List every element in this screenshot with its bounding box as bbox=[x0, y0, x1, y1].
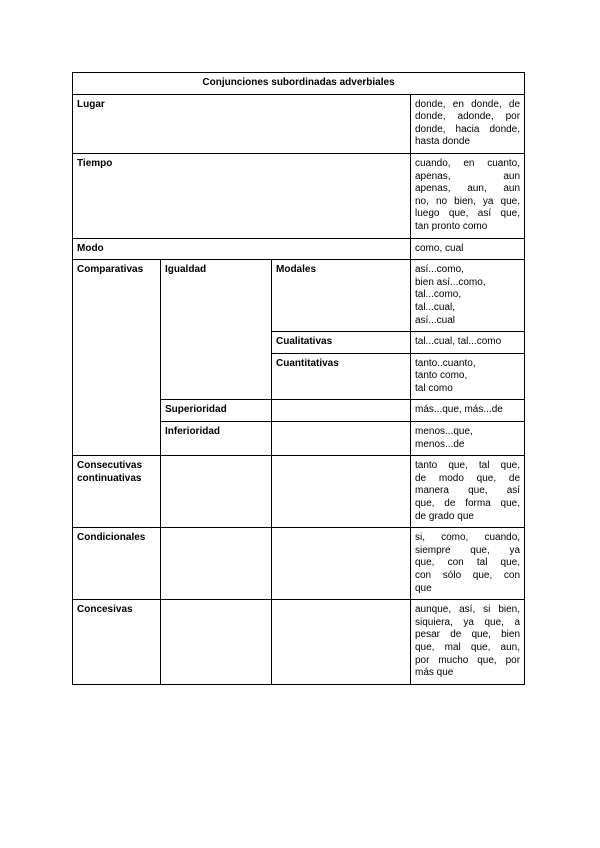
value-line: que, de forma que, bbox=[415, 498, 521, 510]
title-row bbox=[73, 73, 525, 95]
label-comparativas: Comparativas bbox=[73, 260, 161, 456]
value-consecutivas bbox=[411, 456, 525, 528]
label-lugar: Lugar bbox=[73, 94, 411, 153]
value-line: que, mal que, aun, bbox=[415, 641, 521, 653]
empty-cell bbox=[272, 528, 411, 600]
value-line: apenas, aun bbox=[415, 170, 521, 182]
value-line: apenas, aun, aun bbox=[415, 183, 521, 195]
value-line: como, cual bbox=[415, 242, 464, 254]
label-inferioridad: Inferioridad bbox=[161, 422, 272, 456]
empty-cell bbox=[272, 400, 411, 422]
value-line: pesar de que, bien bbox=[415, 629, 521, 641]
value-cualitativas bbox=[411, 332, 525, 354]
value-line: tan pronto como bbox=[415, 220, 488, 232]
value-line: con sólo que, con bbox=[415, 570, 521, 581]
label-line: continuativas bbox=[77, 472, 142, 484]
row-consecutivas bbox=[73, 456, 525, 528]
value-line: que bbox=[415, 582, 432, 594]
value-line: tal...como, bbox=[415, 289, 462, 301]
value-line: tanto como, bbox=[415, 370, 468, 382]
label-igualdad: Igualdad bbox=[161, 260, 272, 400]
value-tiempo bbox=[411, 153, 525, 238]
value-line: siquiera, ya que, a bbox=[415, 616, 521, 628]
label-concesivas: Concesivas bbox=[73, 600, 161, 685]
value-inferioridad bbox=[411, 422, 525, 456]
label-cualitativas: Cualitativas bbox=[272, 332, 411, 354]
value-line: donde, en donde, de bbox=[415, 98, 521, 110]
value-line: aunque, así, si bien, bbox=[415, 604, 521, 616]
empty-cell bbox=[161, 456, 272, 528]
label-condicionales: Condicionales bbox=[73, 528, 161, 600]
value-line: que, con tal que, bbox=[415, 557, 521, 569]
value-line: tal como bbox=[415, 382, 453, 394]
value-line: por mucho que, por bbox=[415, 654, 521, 666]
value-line: hasta donde bbox=[415, 136, 471, 148]
value-line: tanto..cuanto, bbox=[415, 357, 476, 369]
value-line: donde, adonde, por bbox=[415, 111, 521, 123]
value-cuantitativas bbox=[411, 353, 525, 400]
value-line: cuando, en cuanto, bbox=[415, 157, 521, 169]
value-superioridad bbox=[411, 400, 525, 422]
value-lugar bbox=[411, 94, 525, 153]
value-modales bbox=[411, 260, 525, 332]
empty-cell bbox=[161, 528, 272, 600]
value-line: menos...de bbox=[415, 438, 465, 450]
value-condicionales bbox=[411, 528, 525, 600]
value-modo bbox=[411, 238, 525, 260]
table-title: Conjunciones subordinadas adverbiales bbox=[73, 73, 525, 95]
empty-cell bbox=[272, 456, 411, 528]
value-line: tanto que, tal que, bbox=[415, 460, 521, 472]
row-condicionales bbox=[73, 528, 525, 600]
value-line: luego que, así que, bbox=[415, 208, 521, 220]
empty-cell bbox=[161, 600, 272, 685]
label-line: Consecutivas bbox=[77, 460, 143, 472]
empty-cell bbox=[272, 422, 411, 456]
value-line: así...como, bbox=[415, 264, 464, 276]
label-modales: Modales bbox=[272, 260, 411, 332]
value-line: más que bbox=[415, 667, 454, 679]
value-line: si, como, cuando, bbox=[415, 532, 521, 544]
value-concesivas bbox=[411, 600, 525, 685]
value-line: bien así...como, bbox=[415, 276, 486, 288]
empty-cell bbox=[272, 600, 411, 685]
row-lugar bbox=[73, 94, 525, 153]
row-tiempo bbox=[73, 153, 525, 238]
label-tiempo: Tiempo bbox=[73, 153, 411, 238]
value-line: no, no bien, ya que, bbox=[415, 195, 521, 207]
value-line: tal...cual, tal...como bbox=[415, 336, 502, 348]
conjunctions-table bbox=[72, 72, 525, 685]
label-consecutivas bbox=[73, 456, 161, 528]
label-cuantitativas: Cuantitativas bbox=[272, 353, 411, 400]
value-line: de grado que bbox=[415, 510, 474, 522]
value-line: así...cual bbox=[415, 314, 456, 326]
value-line: manera que, así bbox=[415, 485, 521, 497]
value-line: menos...que, bbox=[415, 426, 473, 438]
value-line: más...que, más...de bbox=[415, 404, 503, 416]
row-concesivas bbox=[73, 600, 525, 685]
value-line: siempre que, ya bbox=[415, 544, 521, 556]
value-line: tal...cual, bbox=[415, 301, 456, 313]
label-modo: Modo bbox=[73, 238, 411, 260]
value-line: donde, hacia donde, bbox=[415, 123, 521, 135]
row-comparativas-modales bbox=[73, 260, 525, 332]
label-superioridad: Superioridad bbox=[161, 400, 272, 422]
value-line: de modo que, de bbox=[415, 472, 521, 484]
row-modo bbox=[73, 238, 525, 260]
